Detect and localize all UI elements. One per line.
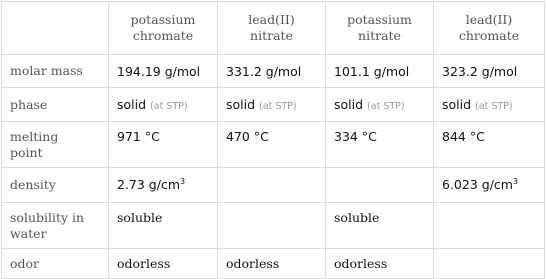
row-header-line: point: [10, 145, 43, 160]
column-header-potassium-nitrate: [326, 2, 434, 55]
table-cell: 334 °C: [326, 122, 434, 168]
density-exponent: 3: [180, 177, 186, 187]
column-header-potassium-chromate: [109, 2, 218, 55]
table-cell: 101.1 g/mol: [326, 55, 434, 88]
row-header-phase: phase: [2, 88, 109, 122]
phase-note: (at STP): [475, 101, 513, 112]
phase-value: solid: [334, 97, 364, 112]
table-cell: [434, 88, 545, 122]
table-cell: [326, 168, 434, 203]
table-cell: odorless: [326, 249, 434, 279]
phase-value: solid: [442, 97, 472, 112]
column-header-lead-ii-chromate: [434, 2, 545, 55]
table-cell: [218, 88, 326, 122]
density-exponent: 3: [512, 177, 519, 187]
density-value: 2.73 g/cm: [117, 177, 181, 193]
table-cell: soluble: [326, 203, 434, 249]
table-cell: 323.2 g/mol: [434, 55, 545, 88]
table-cell: [218, 203, 326, 249]
row-header-line: solubility in: [10, 210, 85, 225]
table-row-melting-point: [2, 122, 545, 168]
table-cell: [434, 203, 545, 249]
table-cell: [434, 168, 545, 203]
phase-note: (at STP): [150, 101, 188, 112]
density-value: 6.023 g/cm: [442, 177, 513, 193]
table-cell: 844 °C: [434, 122, 545, 168]
table-cell: 194.19 g/mol: [109, 55, 218, 88]
phase-note: (at STP): [367, 101, 405, 112]
row-header-melting-point: [2, 122, 109, 168]
row-header-line: water: [10, 226, 47, 241]
row-header-odor: odor: [2, 249, 109, 279]
table-row-density: [2, 168, 545, 203]
table-cell: soluble: [109, 203, 218, 249]
table-cell: odorless: [218, 249, 326, 279]
row-header-solubility-in-water: [2, 203, 109, 249]
table-cell: [109, 168, 218, 203]
row-header-density: density: [2, 168, 109, 203]
column-header-line: chromate: [458, 28, 520, 43]
column-header-line: potassium: [130, 12, 196, 27]
phase-value: solid: [117, 97, 147, 112]
table-cell: 331.2 g/mol: [218, 55, 326, 88]
table-cell: 971 °C: [109, 122, 218, 168]
corner-cell: [2, 2, 109, 55]
column-header-line: potassium: [347, 12, 412, 27]
properties-table: [1, 1, 545, 279]
table-cell: odorless: [109, 249, 218, 279]
column-header-line: lead(II): [248, 12, 295, 27]
table-cell: [326, 88, 434, 122]
column-header-lead-ii-nitrate: [218, 2, 326, 55]
column-header-line: chromate: [132, 28, 194, 43]
row-header-molar-mass: molar mass: [2, 55, 109, 88]
table-row-phase: [2, 88, 545, 122]
table-cell: [218, 168, 326, 203]
table-cell: 470 °C: [218, 122, 326, 168]
column-header-line: lead(II): [465, 12, 513, 27]
table-cell: [109, 88, 218, 122]
phase-note: (at STP): [259, 101, 297, 112]
header-row: [2, 2, 545, 55]
phase-value: solid: [226, 97, 256, 112]
table-row-molar-mass: [2, 55, 545, 88]
table-cell: [434, 249, 545, 279]
column-header-line: nitrate: [250, 28, 293, 43]
column-header-line: nitrate: [358, 28, 401, 43]
table-row-odor: [2, 249, 545, 279]
row-header-line: melting: [10, 129, 59, 144]
table-row-solubility: [2, 203, 545, 249]
